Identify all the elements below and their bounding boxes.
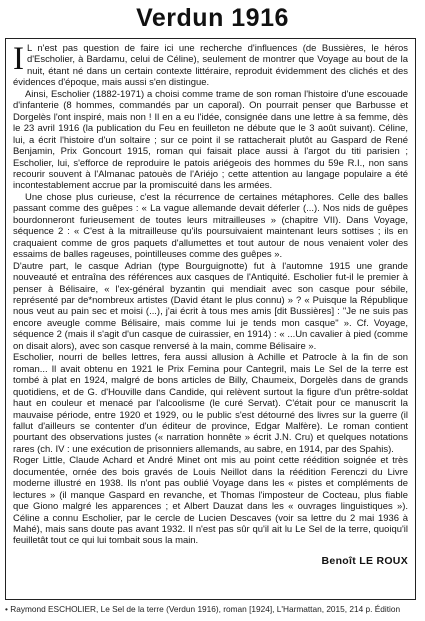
paragraph-1-text: L n'est pas question de faire ici une recherche d'influences (de Bussières, le héros d'Escholier, à Bardamu, celui de Céline), seulement de montrer que Voyage au bout de la nuit, étant né dans un certain contexte littéraire, reproduit évidemment des clichés et des évidences d'époque, mais aussi s'en distingue. bbox=[13, 43, 408, 89]
dropcap-letter: I bbox=[13, 41, 24, 77]
paragraph-2: Ainsi, Escholier (1882-1971) a choisi comme trame de son roman l'histoire d'une escouade d'infanterie (8 hommes, commandés par un caporal). On pourrait penser que Barbusse et Dorgelès l'ont inspiré, mais non ! Il en a eu l'idée, consignée dans une lettre à sa femme, dès le 23 avril 1916 (la publication du Feu en feuilleton ne débute que le 3 août suivant). Céline, lui, a écrit l'histoire d'un soltaire ; sur ce point il se rattacherait plutôt au Gaspard de René Benjamin, Prix Goncourt 1915, roman qui faisait place aussi à l'argot du titi parisien ; Escholier, lui, s'efforce de reproduire le patois ariégeois des hommes du 59e R.I., non sans recourir souvent à l'Almanac patouès de l'Ariéjo ; cette attention au langage populaire a été incontestablement accrue par la promiscuité dans les armées. bbox=[13, 88, 408, 192]
paragraph-6: Roger Little, Claude Achard et André Minet ont mis au point cette réédition soignée et très documentée, ornée des bois gravés de Louis Neillot dans la réédition Ferenczi du Livre moderne illustré en 1938. Ils n'ont pas oublié Voyage dans les « pistes et compléments de lectures » (il manque Gaspard en revanche, et Thomas l'imposteur de Cocteau, plus fiable que Giono malgré les apparences ; et Albert Dauzat dans les « ouvrages linguistiques »). Céline a connu Escholier, par le cercle de Lucien Descaves (voir sa lettre du 2 mai 1936 à Mahé), mais sans doute pas avant 1932. Il n'est pas sûr qu'il ait lu Le Sel de la terre, quoiqu'il feuilletât tout ce qui lui tombait sous la main. bbox=[13, 455, 408, 547]
paragraph-4: D'autre part, le casque Adrian (type Bourguignotte) fut à l'automne 1915 une grande nouveauté et entraîna des références aux casques de l'Antiquité. Escholier fut-il le premier à penser à Bélisaire, « l'ex-général byzantin qui mendiait avec son casque pour sébile, représenté par de*nombreux artistes (David étant le plus connu) » ? « Puisque la République nous veut au pain sec et moisi (...), j'ai écrit à tous mes amis [dit Bussières] : "Je ne suis pas encore aveugle comme Bélisaire, mais comme lui je tends mon casque" ». Cf. Voyage, séquence 2 (mais il s'agit d'un casque de cuirassier, en 1914) : « ...Un cavalier à pied (comme on disait alors), avec son casque renversé à la main, comme Bélisaire ». bbox=[13, 260, 408, 352]
article-body bbox=[13, 43, 408, 547]
author-signature: Benoît LE ROUX bbox=[321, 554, 408, 567]
paragraph-1 bbox=[13, 43, 408, 89]
paragraph-5: Escholier, nourri de belles lettres, fera aussi allusion à Achille et Patrocle à la fin de son roman... Il avait obtenu en 1921 le Prix Femina pour Cantegril, mais Le Sel de la terre est tombé à plat en 1924, malgré de bons articles de Billy, Chaumeix, Dorgelès dans de grands quotidiens, et de G. d'Houville dans Candide, qui relèvent surtout la figure d'un prêtre-soldat haut en couleur et menacé par l'alcoolisme (le curé Servat). C'était pour ce manuscrit la mauvaise période, entre 1920 et 1929, ou le public s'est détourné des livres sur la guerre (il fallut d'ailleurs se contenter d'un éditeur de province, Edgar Malfère). Le roman contient pourtant des observations justes (« narration honnête » écrit J.N. Cru) et quelques notations rares (ch. IV : une exécution de prisonniers allemands, au sabre, en 1914, par des Spahis). bbox=[13, 352, 408, 455]
footnote: • Raymond ESCHOLIER, Le Sel de la terre (Verdun 1916), roman [1924], L'Harmattan, 2015, 214 p. Édition bbox=[5, 604, 401, 614]
article-title: Verdun 1916 bbox=[136, 4, 289, 32]
article-frame bbox=[5, 38, 416, 600]
paragraph-3: Une chose plus curieuse, c'est la récurrence de certaines métaphores. Celle des balles passant comme des guêpes : « La vague allemande devait déferler (...). Nos nids de guêpes bourdonneront furieusement de toutes leurs mitrailleuses » (chapitre VII). Dans Voyage, séquence 2 : « C'est à la mitrailleuse qu'ils poursuivaient maintenant leurs sottises ; ils en craquaient comme de gros paquets d'allumettes et tout autour de nous venaient voler des essaims de balles rageuses, pointilleuses comme des guêpes ». bbox=[13, 191, 408, 261]
